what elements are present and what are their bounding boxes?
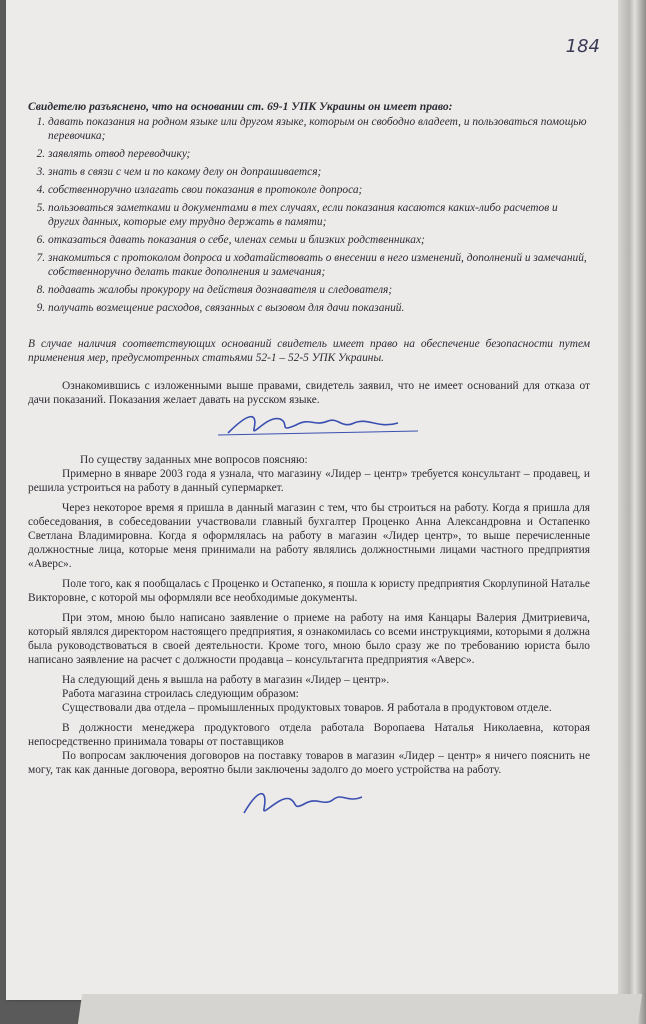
testimony-paragraph: Работа магазина строилась следующим образом:: [62, 688, 299, 700]
rights-item: 4. собственноручно излагать свои показания в протоколе допроса;: [48, 183, 590, 197]
testimony-paragraph: Поле того, как я пообщалась с Проценко и Остапенко, я пошла к юристу предприятия Скорлупиной Наталье Викторовне, с которой мы оформляли все необходимые документы.: [28, 578, 590, 604]
testimony-intro: По существу заданных мне вопросов поясняю:: [80, 454, 308, 466]
witness-signature: [28, 407, 590, 437]
testimony-paragraph: Существовали два отдела – промышленных продуктовых товаров. Я работала в продуктовом отделе.: [62, 702, 552, 714]
rights-item: 6. отказаться давать показания о себе, членах семьи и близких родственниках;: [48, 233, 590, 247]
rights-item: 8. подавать жалобы прокурору на действия дознавателя и следователя;: [48, 283, 590, 297]
rights-heading: Свидетелю разъяснено, что на основании ст. 69-1 УПК Украины он имеет право:: [28, 100, 453, 113]
rights-item: 5. пользоваться заметками и документами в тех случаях, если показания касаются каких-либо расчетов и других данных, которые ему трудно держать в памяти;: [48, 201, 590, 229]
rights-item: 1. давать показания на родном языке или другом языке, которым он свободно владеет, и пользоваться помощью перевочика;: [48, 115, 590, 143]
testimony-paragraph: По вопросам заключения договоров на поставку товаров в магазин «Лидер – центр» я ничего пояснить не могу, так как данные договора, вероятно были заключены задолго до моего устройства на работу.: [28, 750, 590, 776]
security-note: В случае наличия соответствующих оснований свидетель имеет право на обеспечение безопасности путем применения мер, предусмотренных статьями 52-1 – 52-5 УПК Украины.: [28, 338, 590, 364]
rights-item: 2. заявлять отвод переводчику;: [48, 147, 590, 161]
rights-list: [28, 115, 590, 315]
page-number: 184: [565, 36, 600, 57]
rights-item: 3. знать в связи с чем и по какому делу он допрашивается;: [48, 165, 590, 179]
acquainted-statement: Ознакомившись с изложенными выше правами, свидетель заявил, что не имеет оснований для отказа от дачи показаний. Показания желает давать на русском языке.: [28, 380, 590, 406]
testimony-paragraph: Примерно в январе 2003 года я узнала, что магазину «Лидер – центр» требуется консультант – продавец, и решила устроиться на работу в данный супермаркет.: [28, 468, 590, 494]
testimony-paragraph: На следующий день я вышла на работу в магазин «Лидер – центр».: [62, 674, 390, 686]
rights-item: 9. получать возмещение расходов, связанных с вызовом для дачи показаний.: [48, 301, 590, 315]
testimony-paragraph: При этом, мною было написано заявление о приеме на работу на имя Канцары Валерия Дмитриевича, который являлся директором настоящего предприятия, я ознакомилась со всеми инструкциями, которыми я должна была руководствоваться в своей деятельности. Кроме того, мною было сразу же по требованию юриста было написано заявление на расчет с должности продавца – консультагнта предприятия «Аверс».: [28, 612, 590, 666]
document-body: [28, 60, 590, 819]
document-page: [6, 0, 618, 1000]
testimony-paragraph: В должности менеджера продуктового отдела работала Воропаева Наталья Николаевна, которая непосредственно принимала товары от поставщиков: [28, 722, 590, 748]
stacked-pages-edge: [618, 0, 646, 1024]
signature-icon: [238, 785, 368, 819]
stacked-pages-bottom: [78, 994, 642, 1024]
testimony-paragraph: Через некоторое время я пришла в данный магазин с тем, что бы строиться на работу. Когда я пришла для собеседования, в собеседовании участвовали главный бухгалтер Проценко Анна Александровна и Остапенко Светлана Владимировна. Когда я оформлялась на работу в магазин «Лидер центр», то выше перечисленные должностные лица, которые меня принимали на работу являлись должностными лицами частного предприятия «Аверс».: [28, 502, 590, 570]
rights-item: 7. знакомиться с протоколом допроса и ходатайствовать о внесении в него изменений, дополнений и замечаний, собственноручно делать такие дополнения и замечания;: [48, 251, 590, 279]
signature-icon: [218, 407, 428, 439]
witness-signature-bottom: [28, 785, 590, 819]
